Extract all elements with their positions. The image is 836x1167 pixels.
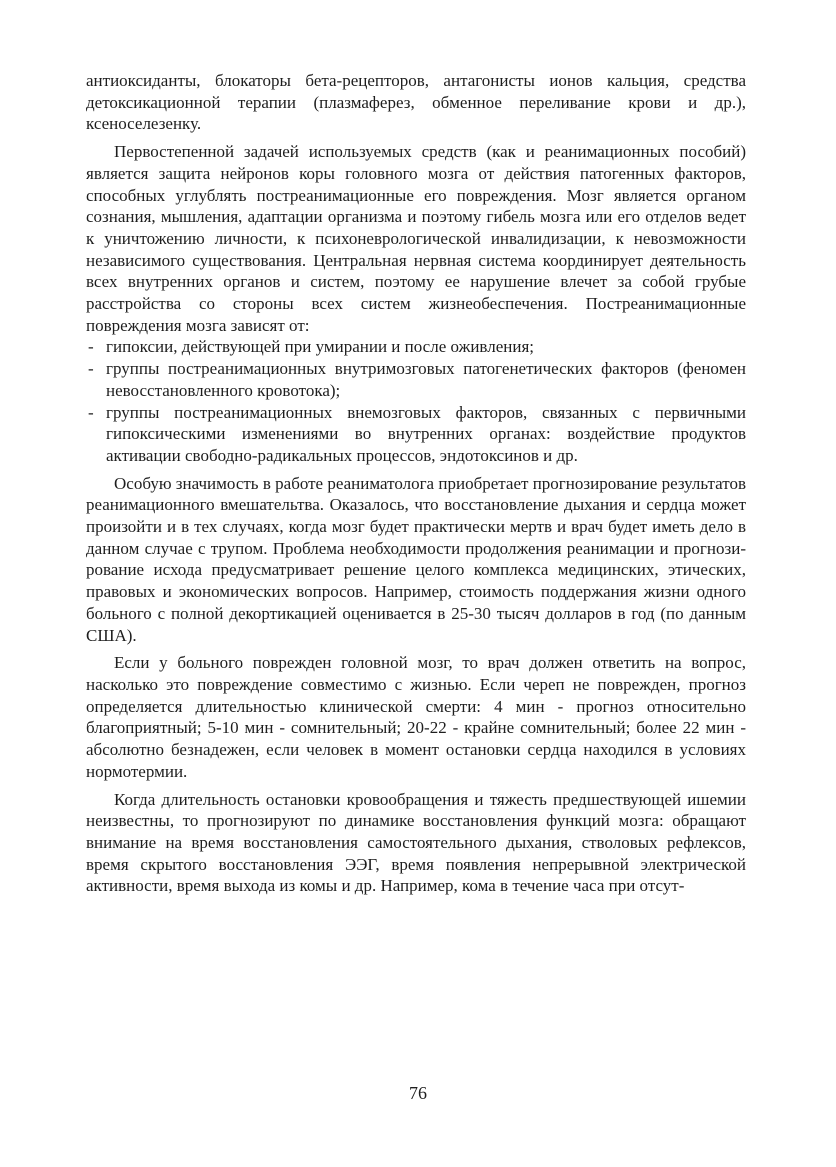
paragraph-prognosis: Особую значимость в работе реаниматолога приобретает прогнозирование результатов реанимационного вмешательтва. Оказалось, что восстановление дыхания и сердца может произойти и в тех случаях, когда мозг будет практически мертв и врач будет иметь дело в данном случае с трупом. Проблема необходимости продолжения реанимации и прогнозирование исхода предусматривает решение целого комплекса медицинских, этических, правовых и экономических вопросов. Например, стоимость поддержания жизни одного больного с полной декортикацией оценивается в 25-30 тысяч долларов в год (по данным США). [86, 473, 746, 645]
list-dash: - [88, 337, 94, 357]
paragraph-brain-protection: Первостепенной задачей используемых средств (как и реанимационных пособий) является защита нейронов коры головного мозга от действия патогенных факторов, способных углублять постреанимационные его повреждения. Мозг является органом сознания, мышления, адаптации организма и поэтому гибель мозга или его отделов ведет к уничтожению личности, к психоневрологической инвалидизации, к невозможности независимого существования. Центральная нервная система координирует деятельность всех внутренних органов и систем, поэтому ее нарушение влечет за собой грубые расстройства со стороны всех систем жизнеобеспечения. Постреанимационные повреждения мозга зависят от: [86, 142, 746, 335]
paragraph-recovery-dynamics: Когда длительность остановки кровообращения и тяжесть предшествующей ишемии неизвестны, то прогнозируют по динамике восстановления функций мозга: обращают внимание на время восстановления самостоятельного дыхания, стволовых рефлексов, время скрытого восстановления ЭЭГ, время появления непрерывной электрической активности, время выхода из комы и др. Например, кома в течение часа при отсут- [86, 789, 746, 896]
paragraph-continuation: антиоксиданты, блокаторы бета-рецепторов, антагонисты ионов кальция, средства детоксикационной терапии (плазмаферез, обменное переливание крови и др.), ксеноселезенку. [86, 71, 746, 134]
list-item [86, 358, 746, 401]
list-item-text: группы постреанимационных внемозговых факторов, связанных с первичными гипоксическими изменениями во внутренних органах: воздействие продуктов активации свободно-радикальных процессов, эндотоксинов и др. [106, 402, 746, 465]
damage-factors-list [86, 336, 746, 466]
list-item [86, 336, 746, 358]
paragraph-brain-damage: Если у больного поврежден головной мозг, то врач должен ответить на вопрос, насколько это повреждение совместимо с жизнью. Если череп не поврежден, прогноз определяется длительностью клинической смерти: 4 мин - прогноз относительно благоприятный; 5-10 мин - сомнительный; 20-22 - крайне сомнительный; более 22 мин - абсолютно безнадежен, если человек в момент остановки сердца находился в условиях нормотермии. [86, 653, 746, 781]
page-number: 76 [409, 1083, 427, 1103]
list-dash: - [88, 359, 94, 379]
page-body [86, 70, 746, 897]
list-item-text: гипоксии, действующей при умирании и после оживления; [106, 337, 534, 357]
list-item-text: группы постреанимационных внутримозговых патогенетических факторов (феномен невосстановленного кровотока); [106, 359, 746, 400]
list-dash: - [88, 402, 94, 422]
list-item [86, 402, 746, 467]
